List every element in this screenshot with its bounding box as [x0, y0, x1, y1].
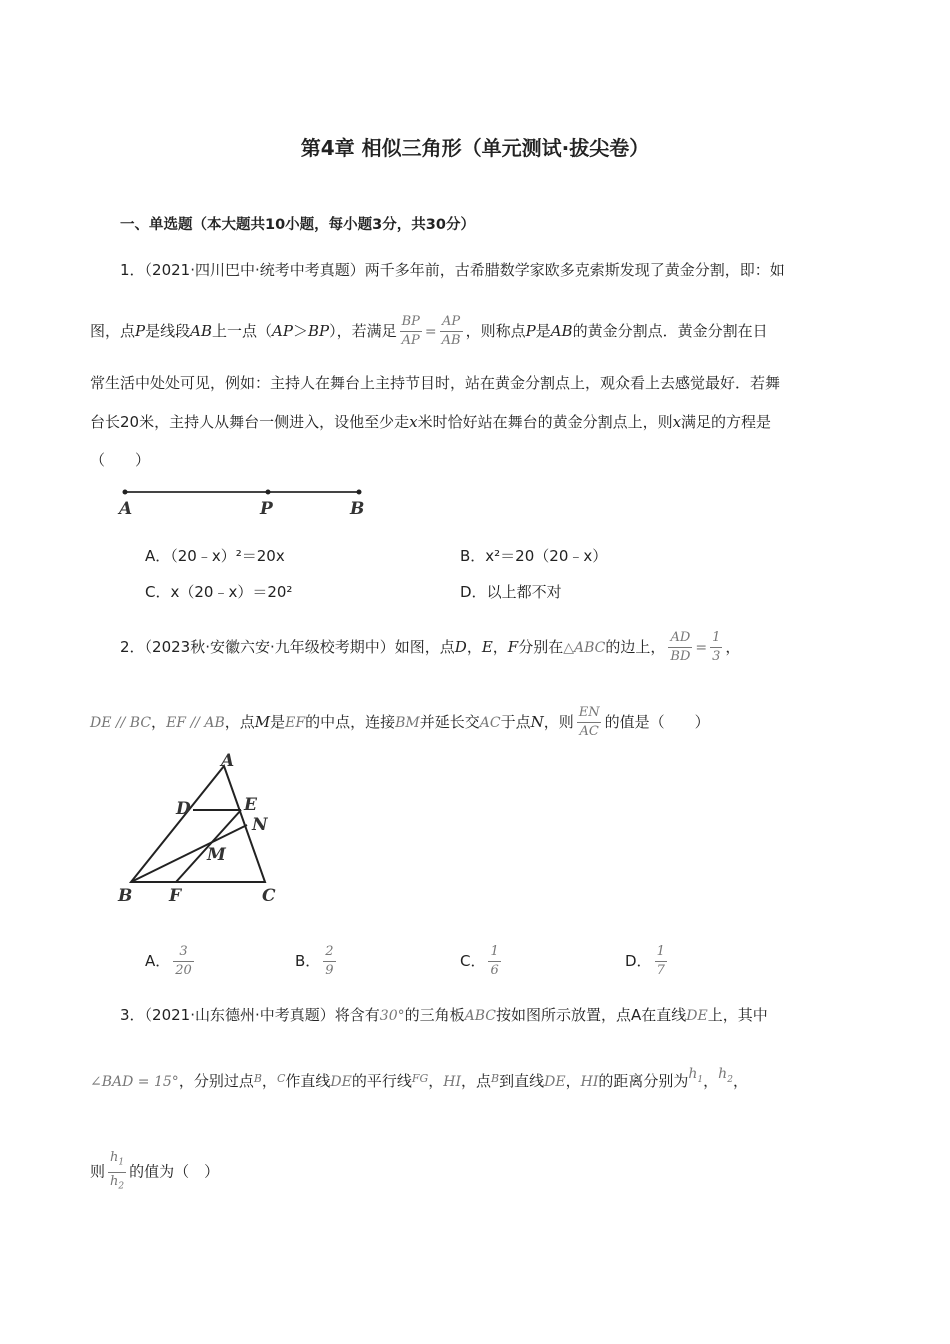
fraction-en-ac: $\frac{EN}{AC}$	[578, 705, 600, 739]
page-title: 第4章 相似三角形（单元测试·拔尖卷）	[300, 136, 650, 160]
q1-text: 是线段	[145, 322, 191, 340]
q1-text: 上一点（	[211, 322, 272, 340]
segment-ef: EF	[285, 715, 306, 731]
q1-number: 1．	[120, 261, 145, 279]
q1-text: ），若满足	[329, 322, 397, 340]
q3-text: ，	[565, 1072, 581, 1090]
q1-text: 是	[535, 322, 551, 340]
label-e: E	[244, 795, 257, 815]
q3-text: 上，其中	[707, 1006, 768, 1024]
segment-ac: AC	[479, 715, 501, 731]
q1-text: 满足的方程是	[681, 413, 772, 431]
line-de: DE	[544, 1074, 566, 1090]
var-P: P	[525, 322, 536, 340]
q1-option-c[interactable]	[145, 582, 292, 602]
q1-answer-paren: （ ）	[90, 451, 151, 469]
q2-text: 是	[270, 713, 286, 731]
q1-text: 米时恰好站在舞台的黄金分割点上，则	[417, 413, 673, 431]
q3-text: ，分别过点	[178, 1072, 254, 1090]
q2-text: 并延长交	[419, 713, 480, 731]
line-fg: FG	[411, 1072, 429, 1085]
q1-line1	[120, 260, 785, 280]
label-d: D	[176, 799, 191, 819]
ef-parallel-ab: EF // AB	[166, 715, 225, 731]
q3-text: 按如图所示放置，点A在直线	[496, 1006, 687, 1024]
q1-segment-figure	[110, 480, 370, 520]
option-text: x²＝20（20﹣x）	[485, 547, 608, 565]
q3-text: 的平行线	[351, 1072, 412, 1090]
var-P: P	[135, 322, 146, 340]
var-n: N	[530, 713, 544, 731]
label-a: A	[221, 751, 235, 771]
var-ineq: AP	[272, 322, 293, 340]
var-h1: $h_1$	[688, 1066, 704, 1085]
option-label: A．	[145, 547, 171, 565]
q3-line2	[90, 1064, 748, 1092]
option-label: C．	[460, 952, 486, 970]
var-m: M	[254, 713, 271, 731]
point-b: B	[491, 1072, 500, 1085]
q3-text: 到直线	[499, 1072, 545, 1090]
option-label: A．	[145, 952, 171, 970]
de-parallel-bc: DE // BC	[90, 715, 152, 731]
q3-text: ，	[703, 1072, 719, 1090]
q2-text: ，	[224, 713, 240, 731]
q2-text: 的中点，连接	[305, 713, 396, 731]
q2-source: （2023秋·安徽六安·九年级校考期中）	[144, 638, 395, 656]
var-f: F	[507, 638, 519, 656]
q3-text: 则	[90, 1162, 106, 1181]
q3-text: ，	[261, 1072, 277, 1090]
var-def: D	[454, 638, 467, 656]
q3-text: 的距离分别为	[598, 1072, 689, 1090]
q3-line1	[120, 1005, 768, 1026]
angle-30: 30°	[379, 1008, 405, 1024]
fraction-one-third: $\frac{1}{3}$	[712, 630, 721, 664]
q3-text: 作直线	[285, 1072, 331, 1090]
option-label: B．	[460, 547, 486, 565]
fraction-ad-bd: $\frac{AD}{BD}$	[670, 630, 691, 664]
equals: =	[695, 640, 708, 656]
q1-option-a[interactable]	[145, 546, 285, 566]
label-m: M	[207, 845, 226, 865]
line-hi: HI	[580, 1074, 599, 1090]
fraction-ap-ab: $\frac{AP}{AB}$	[441, 314, 461, 348]
option-text: x（20﹣x）＝20²	[170, 583, 293, 601]
line-de: DE	[330, 1074, 352, 1090]
segment-bm: BM	[395, 715, 420, 731]
q1-line4	[90, 412, 771, 432]
fraction-bp-ap: $\frac{BP}{AP}$	[401, 314, 420, 348]
option-fraction: $\frac{2}{9}$	[325, 944, 334, 978]
point-c: C	[276, 1072, 286, 1085]
label-f: F	[169, 886, 182, 906]
point-a	[123, 490, 128, 495]
label-a: A	[119, 499, 133, 519]
var-e: E	[481, 638, 493, 656]
point-b	[357, 490, 362, 495]
triangle-abc: ABC	[464, 1008, 496, 1024]
label-p: P	[260, 499, 273, 519]
fraction-h1-h2: $\frac{h_1}{h_2}$	[108, 1150, 126, 1194]
line-hi: HI	[443, 1074, 462, 1090]
q1-source: （2021·四川巴中·统考中考真题）	[144, 261, 365, 279]
q1-line3: 常生活中处处可见，例如：主持人在舞台上主持节目时，站在黄金分割点上，观众看上去感觉最好．若舞	[90, 374, 781, 392]
var-x: x	[409, 413, 418, 431]
option-fraction: $\frac{3}{20}$	[175, 944, 192, 978]
q1-text: 两千多年前，古希腊数学家欧多克索斯发现了黄金分割，即：如	[364, 261, 785, 279]
q3-text: ，	[732, 1072, 748, 1090]
q2-triangle-figure	[110, 748, 290, 910]
q1-option-d[interactable]	[460, 582, 562, 602]
q2-text: 分别在	[518, 638, 564, 656]
q2-text: 如图，点	[394, 638, 455, 656]
q2-option-b[interactable]	[295, 944, 339, 979]
q3-text: 的三角板	[404, 1006, 465, 1024]
triangle-abc: △ABC	[563, 640, 606, 656]
q2-text: ，	[151, 713, 167, 731]
q2-number: 2．	[120, 638, 145, 656]
var-h2: $h_2$	[718, 1066, 733, 1085]
label-b: B	[118, 886, 133, 906]
angle-bad: ∠BAD = 15°	[90, 1074, 179, 1090]
q3-text: 的值为（ ）	[129, 1162, 220, 1181]
triangle-abc-shape	[131, 766, 265, 882]
option-fraction: $\frac{1}{7}$	[656, 944, 665, 978]
q2-text: 的值是（ ）	[604, 713, 710, 731]
q1-text: ，则称点	[465, 322, 526, 340]
q2-line2	[90, 705, 710, 740]
q2-line1: 2．（2023秋·安徽六安·九年级校考期中）如图，点D，E，F分别在△ABC的边上， $\frac{AD}{BD}$ = $\frac{1}{3}$ ，	[120, 630, 741, 664]
q1-text: 台长20米，主持人从舞台一侧进入，设他至少走	[90, 413, 410, 431]
q1-text: 图，点	[90, 322, 136, 340]
q2-option-a[interactable]	[145, 944, 197, 979]
q3-source: （2021·山东德州·中考真题）	[144, 1006, 335, 1024]
q2-option-c[interactable]	[460, 944, 504, 979]
q1-line2: 图，点P是线段AB上一点（AP＞BP），若满足 $\frac{BP}{AP}$ = $\frac{AP}{AB}$ ，则称点P是AB的黄金分割点．黄金分割在日	[90, 314, 768, 348]
q3-text: 将含有	[334, 1006, 380, 1024]
q2-text: 的边上，	[605, 638, 666, 656]
label-n: N	[252, 815, 268, 835]
option-label: B．	[295, 952, 321, 970]
section-heading: 一、单选题（本大题共10小题，每小题3分，共30分）	[120, 217, 475, 233]
q2-option-d[interactable]	[625, 944, 670, 979]
option-label: C．	[145, 583, 171, 601]
var-x: x	[672, 413, 682, 431]
line-bn	[131, 825, 247, 882]
option-label: D．	[460, 583, 487, 601]
option-text: 以上都不对	[486, 583, 562, 601]
q2-text: 点	[239, 713, 255, 731]
q3-text: ，点	[461, 1072, 492, 1090]
point-b: B	[253, 1072, 262, 1085]
var-AB: AB	[190, 322, 212, 340]
option-label: D．	[625, 952, 652, 970]
point-p	[266, 490, 271, 495]
q2-text: 于点	[500, 713, 531, 731]
label-c: C	[262, 886, 276, 906]
option-fraction: $\frac{1}{6}$	[490, 944, 499, 978]
q1-option-b[interactable]	[460, 546, 607, 566]
equals: =	[424, 324, 437, 340]
option-text: （20﹣x）²＝20x	[170, 547, 285, 565]
q2-text: ，则	[543, 713, 574, 731]
line-de: DE	[686, 1008, 708, 1024]
q3-text: ，	[428, 1072, 444, 1090]
var-BP: BP	[307, 322, 330, 340]
label-b: B	[350, 499, 365, 519]
q1-text: 的黄金分割点．黄金分割在日	[572, 322, 768, 340]
var-AB: AB	[550, 322, 573, 340]
q3-line3	[90, 1150, 219, 1194]
q3-number: 3．	[120, 1006, 145, 1024]
